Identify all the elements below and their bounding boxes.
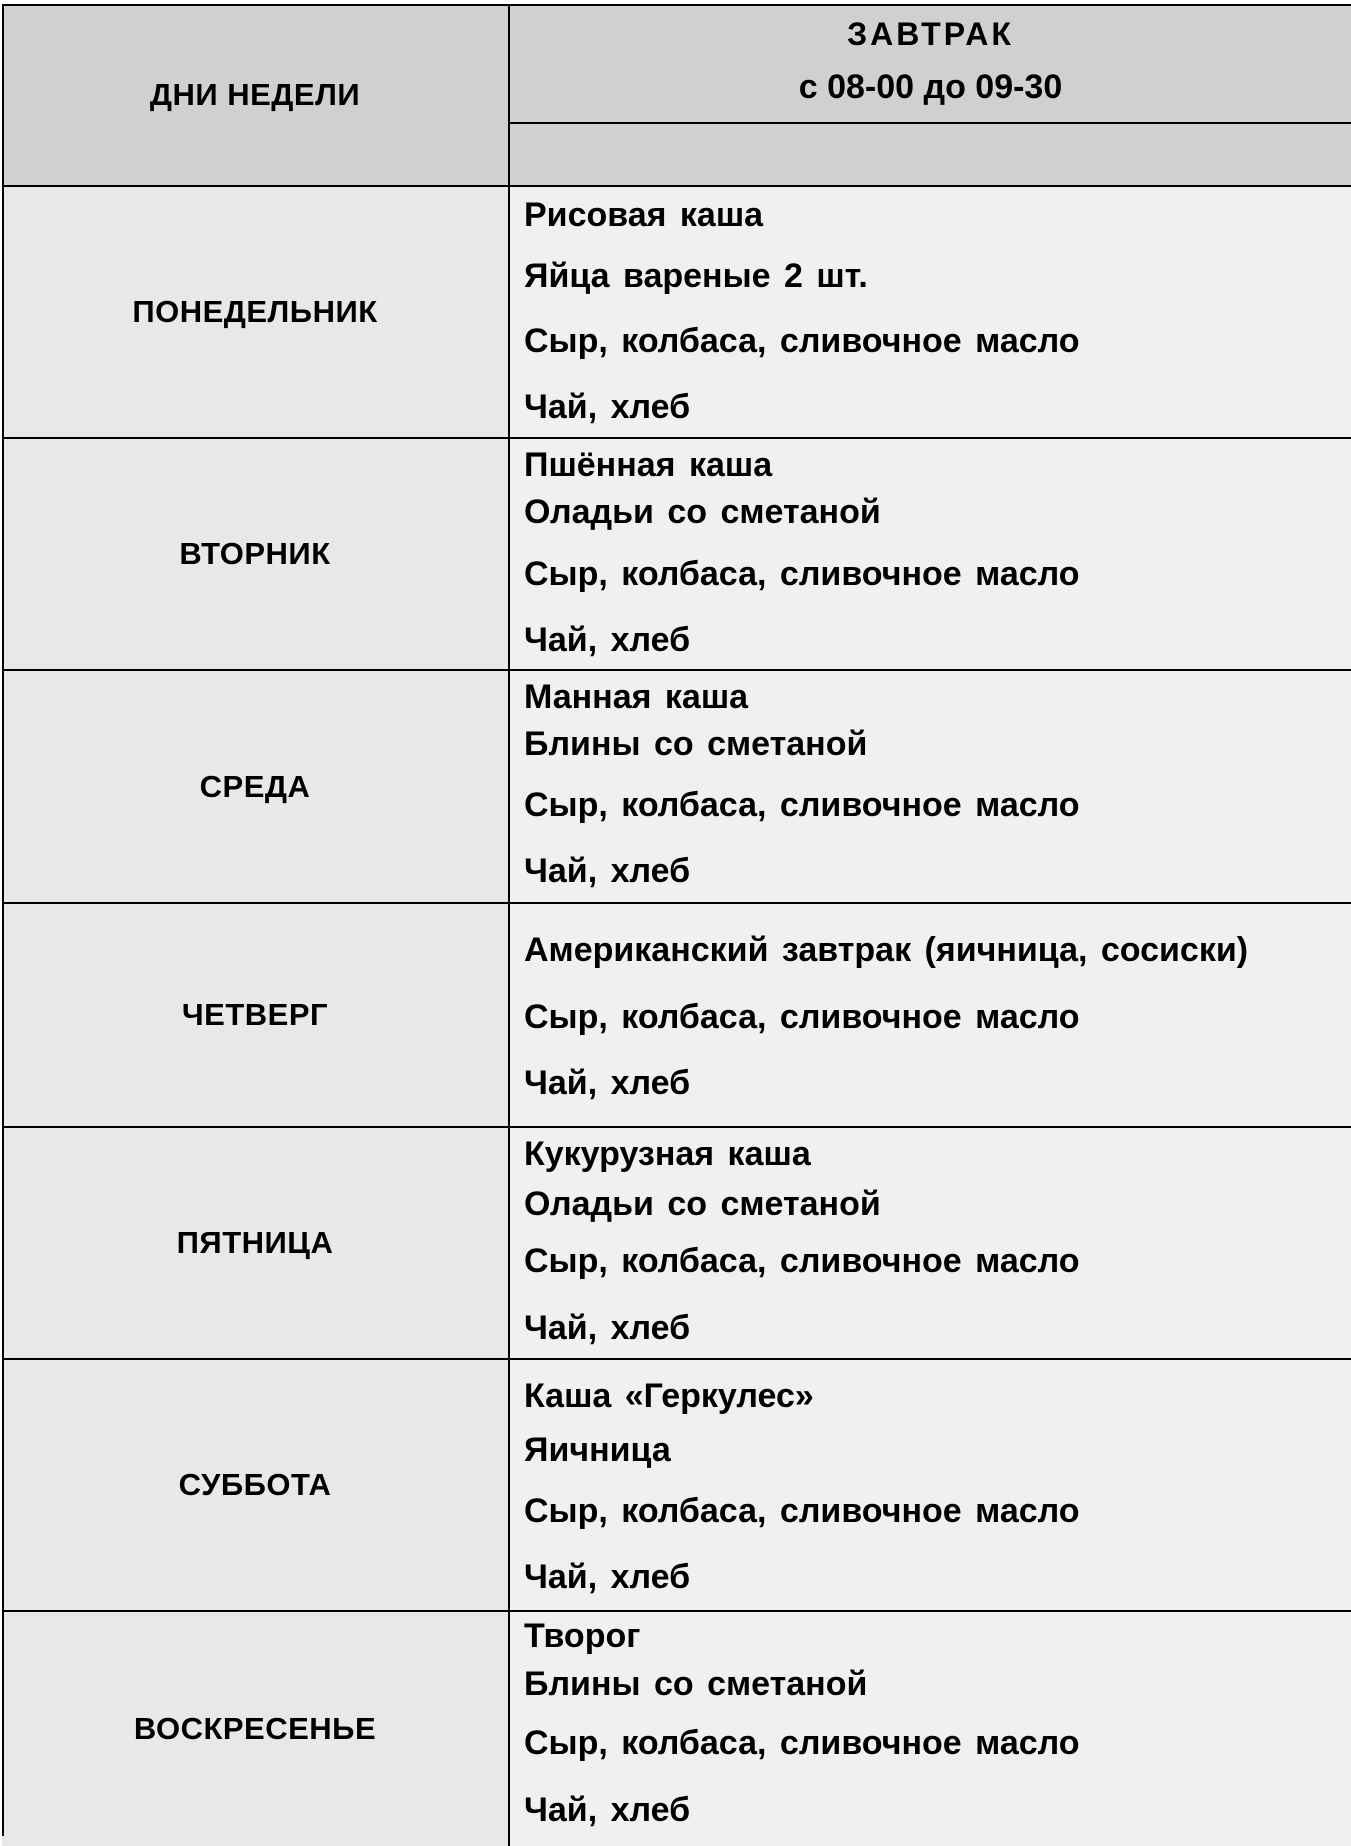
menu-item: Рисовая каша [524,196,764,234]
menu-item: Сыр, колбаса, сливочное масло [524,1242,1080,1280]
meal-header-cell [510,4,1351,185]
menu-item: Пшённая каша [524,446,773,484]
day-cell [2,439,510,669]
menu-cell [510,1128,1351,1358]
table-row-thursday [2,904,1351,1128]
menu-cell [510,1612,1351,1846]
day-cell [2,187,510,437]
table-row-wednesday [2,671,1351,904]
menu-item: Каша «Геркулес» [524,1377,814,1415]
menu-item: Блины со сметаной [524,1665,868,1703]
days-header-cell [2,4,510,185]
menu-cell [510,439,1351,669]
menu-item: Сыр, колбаса, сливочное масло [524,786,1080,824]
header-divider [510,122,1351,124]
menu-item: Оладьи со сметаной [524,1185,881,1223]
menu-item: Кукурузная каша [524,1135,811,1173]
menu-item: Яйца вареные 2 шт. [524,257,868,295]
day-name: ПЯТНИЦА [176,1225,334,1260]
meal-time: с 08-00 до 09-30 [798,68,1063,106]
menu-item: Чай, хлеб [524,388,691,426]
day-cell [2,1612,510,1846]
menu-item: Оладьи со сметаной [524,493,881,531]
days-header-label: ДНИ НЕДЕЛИ [149,76,361,112]
day-name: СРЕДА [199,768,311,804]
menu-item: Чай, хлеб [524,621,691,659]
menu-item: Блины со сметаной [524,725,868,763]
menu-item: Манная каша [524,678,749,716]
menu-item: Сыр, колбаса, сливочное масло [524,998,1080,1036]
menu-item: Сыр, колбаса, сливочное масло [524,1492,1080,1530]
menu-item: Американский завтрак (яичница, сосиски) [524,931,1249,969]
day-cell [2,904,510,1126]
day-name: ЧЕТВЕРГ [181,997,329,1032]
table-row-monday [2,187,1351,439]
table-row-saturday [2,1360,1351,1612]
day-name: ВТОРНИК [179,536,331,571]
table-row-tuesday [2,439,1351,671]
menu-item: Творог [524,1617,641,1655]
menu-item: Чай, хлеб [524,1309,691,1347]
breakfast-menu-table [2,4,1351,1846]
menu-item: Чай, хлеб [524,1791,691,1829]
menu-item: Сыр, колбаса, сливочное масло [524,1724,1080,1762]
table-row-sunday [2,1612,1351,1846]
menu-cell [510,671,1351,902]
day-name: ВОСКРЕСЕНЬЕ [133,1711,377,1746]
table-header-row [2,4,1351,187]
table-row-friday [2,1128,1351,1360]
day-cell [2,671,510,902]
menu-item: Чай, хлеб [524,852,691,890]
menu-item: Сыр, колбаса, сливочное масло [524,322,1080,360]
day-name: СУББОТА [178,1467,332,1502]
menu-item: Сыр, колбаса, сливочное масло [524,555,1080,593]
day-cell [2,1360,510,1610]
menu-cell [510,904,1351,1126]
menu-item: Яичница [524,1431,671,1469]
menu-item: Чай, хлеб [524,1064,691,1102]
menu-cell [510,187,1351,437]
menu-cell [510,1360,1351,1610]
day-name: ПОНЕДЕЛЬНИК [132,294,378,329]
meal-title: ЗАВТРАК [847,16,1014,52]
day-cell [2,1128,510,1358]
menu-item: Чай, хлеб [524,1558,691,1596]
